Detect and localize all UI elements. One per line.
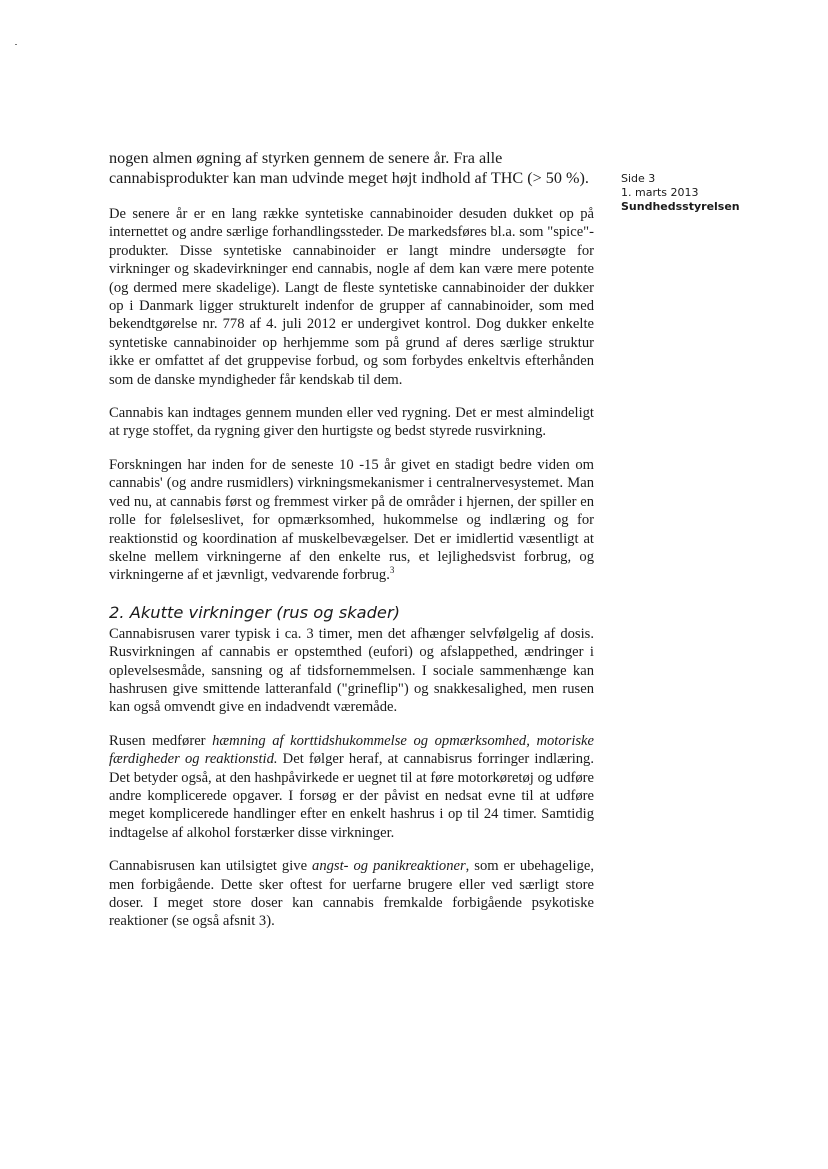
sidebar [621, 172, 821, 214]
organization-name: Sundhedsstyrelsen [621, 200, 740, 213]
footnote-ref: 3 [389, 565, 395, 576]
anxiety-emphasis: angst- og panikreaktioner [312, 858, 466, 875]
paragraph-research [109, 456, 594, 585]
impairment-intro: Rusen medfører [109, 732, 213, 749]
paragraph-impairment [109, 732, 594, 842]
paragraph-research-text: Forskningen har inden for de seneste 10 -15 år givet en stadigt bedre viden om cannabis' (og andre rusmidlers) virkningsmekanismer i centralnervesystemet. Man ved nu, at cannabis først og fremmest virker på de områder i hjernen, der spiller en rolle for følelseslivet, for opmærksomhed, hukommelse og indlæring og for reaktionstid og koordination af muskelbevægelser. Det er imidlertid væsentligt at skelne mellem virkningerne af den enkelte rus, et lejlighedsvist forbrug, og virkningerne af et jævnligt, vedvarende forbrug. [109, 456, 594, 584]
impairment-rest: Det følger heraf, at cannabisrus forringer indlæring. Det betyder også, at den hashpåvirkede er uegnet til at føre motorkøretøj og udføre andre komplicerede opgaver. I forsøg er der påvist en nedsat evne til at udføre meget komplicerede handlinger efter en enkelt hashrus i op til 24 timer. Samtidig indtagelse af alkohol forstærker disse virkninger. [109, 751, 594, 841]
lead-paragraph: nogen almen øgning af styrken gennem de senere år. Fra alle cannabisprodukter kan man udvinde meget højt indhold af THC (> 50 %). [109, 149, 589, 187]
paragraph-synthetic-cannabinoids: De senere år er en lang række syntetiske cannabinoider desuden dukket op på internettet og andre særlige forhandlingssteder. De markedsføres bl.a. som "spice"-produkter. Disse syntetiske cannabinoider er langt mindre undersøgte for virkninger og skadevirkninger end cannabis, nogle af dem kan være mere potente (og dermed mere skadelige). Langt de fleste syntetiske cannabinoider der dukker op i Danmark ligger strukturelt indenfor de grupper af cannabinoider, som med bekendtgørelse nr. 778 af 4. juli 2012 er undergivet kontrol. Dog dukker enkelte syntetiske cannabinoider op herhjemme som på grund af deres særlige struktur ikke er omfattet af det gruppevise forbud, og som forbydes enkeltvis efterhånden som de danske myndigheder får kendskab til dem. [109, 206, 594, 388]
page-number: Side 3 [621, 172, 656, 185]
page-body [109, 148, 594, 946]
anxiety-intro: Cannabisrusen kan utilsigtet give [109, 858, 313, 875]
document-date: 1. marts 2013 [621, 186, 699, 199]
section-heading: 2. Akutte virkninger (rus og skader) [109, 602, 400, 622]
anxiety-rest: , som er ubehagelige, men forbigående. Dette sker oftest for uerfarne brugere eller ved særligt store doser. I meget store doser kan cannabis fremkalde forbigående psykotiske reaktioner (se også afsnit 3). [109, 858, 594, 930]
impairment-emphasis: hæmning af korttidshukommelse og opmærksomhed, motoriske færdigheder og reaktionstid. [109, 732, 595, 768]
scan-speck [15, 44, 17, 45]
paragraph-intake: Cannabis kan indtages gennem munden eller ved rygning. Det er mest almindeligt at ryge stoffet, da rygning giver den hurtigste og bedst styrede rusvirkning. [109, 405, 594, 440]
paragraph-intoxication: Cannabisrusen varer typisk i ca. 3 timer, men det afhænger selvfølgelig af dosis. Rusvirkningen af cannabis er opstemthed (eufori) og afslappethed, ændringer i oplevelsesmåde, sansning og af tidsfornemmelsen. I sociale sammenhænge kan hashrusen give smittende latteranfald ("grineflip") og snakkesalighed, men rusen kan også omvendt give en indadvendt væremåde. [109, 625, 594, 716]
paragraph-anxiety [109, 857, 594, 931]
